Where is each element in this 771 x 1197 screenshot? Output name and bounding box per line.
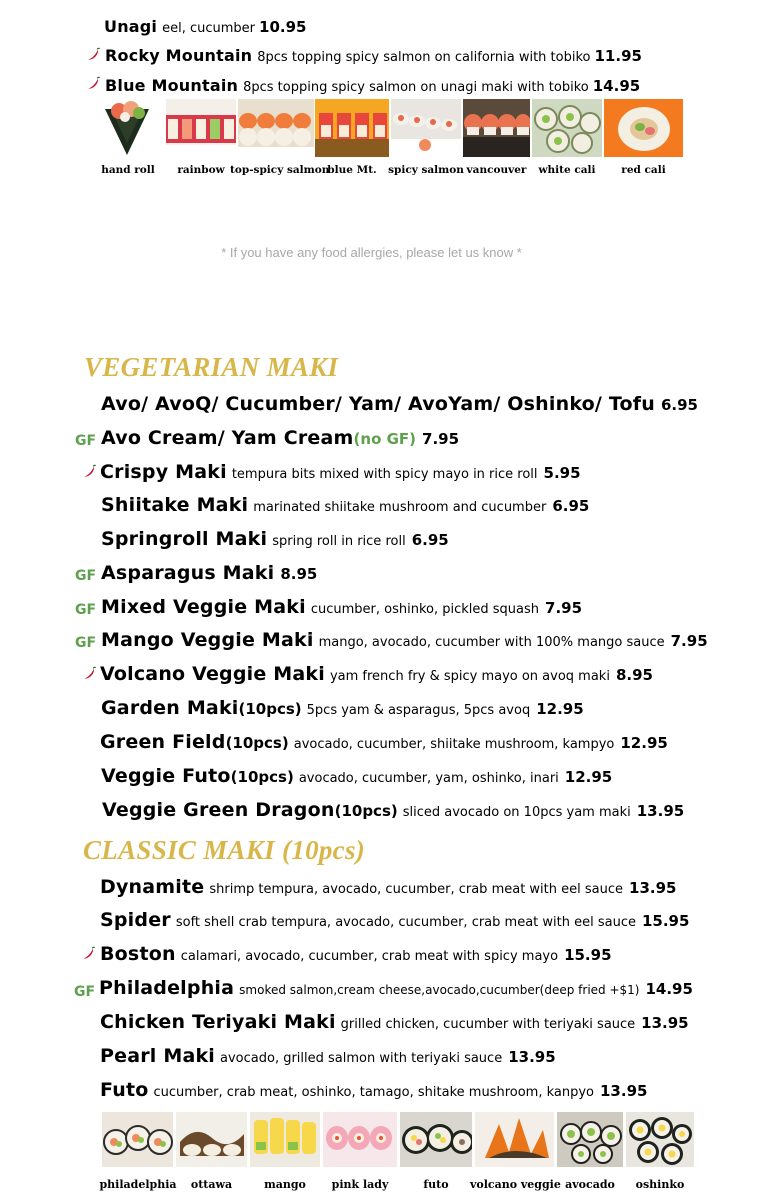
gluten-free-badge: GF (75, 602, 97, 618)
item-price: 13.95 (629, 879, 677, 897)
menu-item (100, 945, 612, 964)
gluten-free-badge: GF (75, 433, 97, 449)
item-name: Spider (100, 909, 171, 931)
item-name: Philadelphia (99, 977, 235, 999)
item-price: 6.95 (552, 497, 590, 515)
item-name: Chicken Teriyaki Maki (100, 1011, 336, 1033)
piece-count: (10pcs) (334, 802, 398, 820)
item-name: Garden Maki (101, 697, 239, 719)
top-spicy-salmon-photo (238, 99, 314, 157)
hand-roll-photo (97, 99, 159, 157)
item-name: Veggie Green Dragon (102, 799, 335, 821)
menu-item (104, 19, 306, 36)
photo-caption: blue Mt. (327, 164, 377, 176)
item-name: Asparagus Maki (101, 562, 275, 584)
menu-item (101, 429, 459, 448)
menu-item (101, 767, 612, 786)
item-price: 7.95 (670, 632, 708, 650)
item-description: sliced avocado on 10pcs yam maki (402, 805, 631, 820)
item-name: Veggie Futo (101, 765, 231, 787)
item-price: 7.95 (545, 599, 583, 617)
item-name: Avo Cream/ Yam Cream (101, 427, 354, 449)
item-description: smoked salmon,cream cheese,avocado,cucumber(deep fried +$1) (239, 983, 640, 997)
no-gf-note: (no GF) (353, 430, 417, 448)
item-price: 15.95 (641, 912, 690, 930)
item-description: soft shell crab tempura, avocado, cucumber, crab meat with eel sauce (175, 915, 636, 930)
menu-item (101, 564, 317, 583)
photo-caption: ottawa (190, 1178, 233, 1191)
photo-caption: mango (264, 1178, 306, 1191)
piece-count: (10pcs) (230, 768, 294, 786)
menu-item (100, 463, 581, 482)
item-price: 13.95 (508, 1048, 556, 1066)
item-name: Volcano Veggie Maki (100, 663, 325, 685)
item-price: 13.95 (636, 802, 685, 820)
item-description: eel, cucumber (162, 21, 256, 36)
item-name: Boston (100, 943, 176, 965)
menu-item (105, 48, 642, 65)
gluten-free-badge: GF (74, 984, 96, 1000)
item-description: 8pcs topping spicy salmon on california with tobiko (257, 50, 591, 65)
item-description: avocado, cucumber, shiitake mushroom, kampyo (293, 737, 615, 752)
item-price: 6.95 (411, 531, 449, 549)
item-name: Springroll Maki (101, 528, 268, 550)
menu-item (101, 496, 589, 515)
pink-lady-roll-photo (323, 1112, 397, 1167)
item-description: yam french fry & spicy mayo on avoq maki (329, 669, 610, 684)
photo-caption: spicy salmon (388, 164, 464, 176)
item-price: 12.95 (620, 734, 668, 752)
chili-pepper-icon (86, 47, 101, 62)
menu-item (101, 631, 708, 650)
menu-item (100, 878, 676, 897)
menu-item (100, 1081, 647, 1100)
menu-item (100, 1047, 556, 1066)
item-price: 13.95 (600, 1082, 648, 1100)
item-description: avocado, cucumber, yam, oshinko, inari (298, 771, 559, 786)
photo-caption: futo (423, 1178, 449, 1191)
item-name: Green Field (100, 731, 226, 753)
photo-caption: oshinko (635, 1178, 685, 1191)
item-description: marinated shiitake mushroom and cucumber (253, 500, 547, 515)
item-price: 12.95 (564, 768, 613, 786)
gluten-free-badge: GF (75, 635, 97, 651)
item-price: 11.95 (594, 47, 642, 65)
menu-item (102, 801, 684, 820)
item-name: Unagi (104, 17, 158, 36)
menu-item (101, 530, 449, 549)
item-name: Pearl Maki (100, 1045, 216, 1067)
menu-item (100, 1013, 689, 1032)
chili-pepper-icon (82, 464, 97, 479)
menu-item (101, 699, 584, 718)
item-price: 7.95 (422, 430, 460, 448)
white-cali-photo (532, 99, 602, 157)
photo-caption: top-spicy salmon (230, 164, 330, 176)
item-price: 5.95 (543, 464, 581, 482)
photo-caption: rainbow (177, 164, 225, 176)
menu-item (105, 78, 640, 95)
item-price: 15.95 (564, 946, 612, 964)
spicy-salmon-photo (391, 99, 461, 157)
item-name: Crispy Maki (100, 461, 227, 483)
oshinko-roll-photo (626, 1112, 694, 1167)
item-description: avocado, grilled salmon with teriyaki sauce (220, 1051, 503, 1066)
chili-pepper-icon (81, 946, 96, 961)
item-description: shrimp tempura, avocado, cucumber, crab meat with eel sauce (209, 882, 624, 897)
photo-caption: red cali (621, 164, 666, 176)
photo-caption: vancouver (466, 164, 527, 176)
item-price: 10.95 (259, 18, 307, 36)
item-price: 12.95 (536, 700, 584, 718)
item-description: cucumber, oshinko, pickled squash (310, 602, 540, 617)
item-price: 13.95 (641, 1014, 689, 1032)
ottawa-roll-photo (176, 1112, 247, 1167)
philadelphia-roll-photo (102, 1112, 173, 1167)
item-description: mango, avocado, cucumber with 100% mango sauce (318, 635, 665, 650)
item-name: Rocky Mountain (105, 46, 253, 65)
photo-caption: pink lady (331, 1178, 389, 1191)
item-name: Mango Veggie Maki (101, 629, 314, 651)
photo-caption: volcano veggie (470, 1178, 561, 1191)
rainbow-roll-photo (166, 99, 236, 157)
item-description: calamari, avocado, cucumber, crab meat with spicy mayo (180, 949, 559, 964)
section-heading-classic: CLASSIC MAKI (10pcs) (83, 835, 366, 865)
photo-caption: avocado (565, 1178, 615, 1191)
item-price: 6.95 (660, 396, 698, 414)
item-description: tempura bits mixed with spicy mayo in rice roll (231, 467, 538, 482)
item-name: Futo (100, 1079, 149, 1101)
item-description: cucumber, crab meat, oshinko, tamago, shitake mushroom, kanpyo (153, 1085, 594, 1100)
item-description: 8pcs topping spicy salmon on unagi maki with tobiko (243, 80, 589, 95)
item-name: Blue Mountain (105, 76, 239, 95)
red-cali-photo (604, 99, 683, 157)
photo-caption: hand roll (101, 164, 155, 176)
avocado-roll-photo (557, 1112, 623, 1167)
menu-item (100, 733, 668, 752)
item-description: 5pcs yam & asparagus, 5pcs avoq (306, 703, 531, 718)
item-price: 8.95 (615, 666, 653, 684)
allergy-note: * If you have any food allergies, please let us know * (221, 245, 522, 260)
gluten-free-badge: GF (75, 568, 97, 584)
chili-pepper-icon (86, 76, 101, 91)
item-price: 14.95 (645, 980, 693, 998)
item-description: spring roll in rice roll (272, 534, 406, 549)
item-price: 8.95 (280, 565, 318, 583)
menu-item (100, 665, 653, 684)
photo-caption: white cali (538, 164, 596, 176)
item-name: Mixed Veggie Maki (101, 596, 306, 618)
item-name: Shiitake Maki (101, 494, 249, 516)
photo-caption: philadelphia (99, 1178, 177, 1191)
piece-count: (10pcs) (238, 700, 302, 718)
menu-item (101, 395, 698, 414)
item-name: Dynamite (100, 876, 205, 898)
mango-roll-photo (250, 1112, 320, 1167)
chili-pepper-icon (82, 666, 97, 681)
futo-roll-photo (400, 1112, 472, 1167)
menu-item (99, 979, 693, 998)
item-description: grilled chicken, cucumber with teriyaki sauce (340, 1017, 636, 1032)
piece-count: (10pcs) (225, 734, 289, 752)
menu-item (100, 911, 689, 930)
volcano-veggie-roll-photo (475, 1112, 554, 1167)
menu-item (101, 598, 582, 617)
item-name: Avo/ AvoQ/ Cucumber/ Yam/ AvoYam/ Oshinko/ Tofu (101, 393, 655, 415)
item-price: 14.95 (592, 77, 641, 95)
section-heading-vegetarian: VEGETARIAN MAKI (84, 352, 339, 382)
vancouver-roll-photo (463, 99, 530, 157)
blue-mountain-photo (315, 99, 389, 157)
